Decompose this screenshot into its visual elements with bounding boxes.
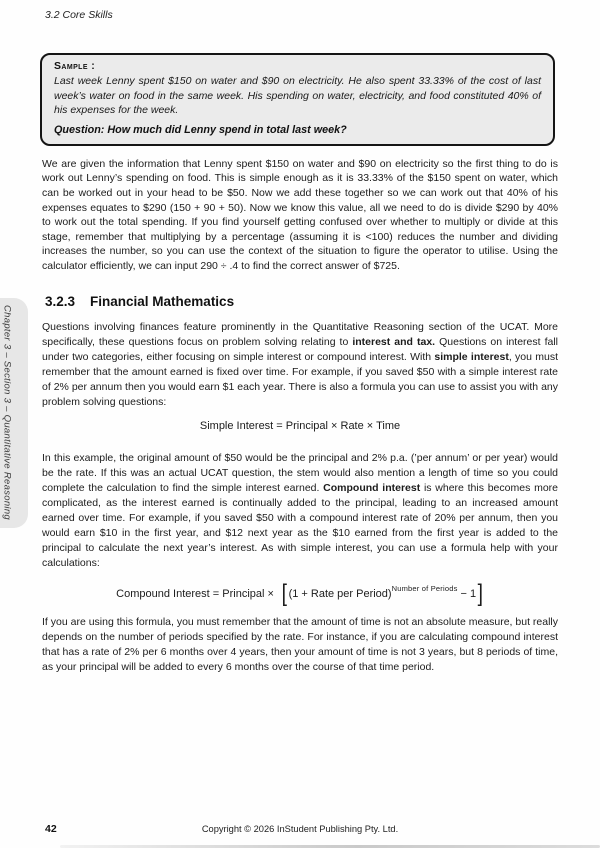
simple-interest-formula: Simple Interest = Principal × Rate × Time: [199, 419, 401, 432]
sample-question-box: [40, 53, 555, 146]
multiplication-sign: ×: [267, 587, 274, 600]
formula-lhs: Compound Interest = Principal: [116, 587, 265, 600]
compound-interest-formula: Compound Interest = Principal × [ (1 + Rate per Period)$^{Number of Periods}$ − 1]: [116, 579, 484, 607]
sample-label: Sample :: [54, 60, 96, 72]
formula-exponent: Number of Periods: [391, 583, 458, 593]
paragraph-text: is where this becomes more complicated, as the interest earned is continually added to the principal, leading to an increased amount earned over time. For example, if you saved $50 with a compound interest rate of 20% per annum, then you would earn $10 in the first year, and $12 next year as the $10 earned from the first year is added to the principal to calculate the next year’s interest. As with simple interest, you can use a formula help with your calculations:: [42, 481, 558, 569]
compound-interest-paragraph: [42, 451, 558, 571]
section-title: Financial Mathematics: [90, 293, 235, 309]
formula-base: (1 + Rate per Period): [288, 587, 392, 600]
paragraph-text: Questions involving finances feature prominently in the Quantitative Reasoning section of the UCAT. More specifically, these questions focus on problem solving relating to: [42, 320, 558, 348]
section-heading: [45, 294, 558, 309]
page-number: 42: [45, 823, 57, 835]
running-header: 3.2 Core Skills: [45, 9, 113, 21]
chapter-side-tab: [0, 298, 28, 528]
copyright-text: Copyright © 2026 InStudent Publishing Pty. Ltd.: [201, 824, 399, 834]
chapter-side-tab-label: Chapter 3 – Section 3 – Quantitative Reasoning: [1, 305, 13, 521]
explanation-paragraph: We are given the information that Lenny spent $150 on water and $90 on electricity so the first thing to do is work out Lenny’s spending on food. This is simple enough as it is 33.33% of the $150 spent on water, which can be worked out in your head to be $50. Now we add these together so we can work out that 40% of his expenses equates to $290 (150 + 90 + 50). Now we know this value, all we need to do is divide $290 by 40% to work out the total spending. If you find yourself getting confused over whether to multiply or divide at this stage, remember that multiplying by a percentage (assuming it is <100) reduces the number and dividing increases the number, so you can use the context of the situation to figure the operator to utilise. Using the calculator efficiently, we can input 290 ÷ .4 to find the correct answer of $725.: [42, 157, 558, 272]
formula-tail: − 1: [460, 587, 477, 600]
page-footer: [0, 823, 600, 839]
paragraph-text: In this example, the original amount of $50 would be the principal and 2% p.a. (’per annum’ or per year) would be the rate. If this was an actual UCAT question, the stem would also mention a length of time so you could complete the calculation to find the simple interest earned.: [42, 451, 558, 494]
sample-question-text: Question: How much did Lenny spend in total last week?: [54, 123, 347, 136]
section-number: 3.2.3: [45, 293, 76, 309]
periods-note-paragraph: If you are using this formula, you must remember that the amount of time is not an absolute measure, but really depends on the number of periods specified by the rate. For instance, if you are calculating compound interest that has a rate of 2% per 6 months over 4 years, then your amount of time is not 3 years, but 8 periods of time, as your principal will be added to every 6 months over the course of that time period.: [42, 615, 558, 673]
bold-term-simple-interest: simple interest: [434, 350, 509, 363]
paragraph-text: Questions on interest fall under two categories, either focusing on simple interest or compound interest. With: [42, 335, 558, 363]
interest-intro-paragraph: [42, 320, 558, 410]
bold-term-interest-and-tax: interest and tax.: [352, 335, 436, 348]
paragraph-text: , you must remember that the amount earned is fixed over time. For example, if you saved $50 with a simple interest rate of 2% per annum then you would earn $1 each year. There is also a formula you can use to assist you with any problem solving questions:: [42, 350, 558, 408]
bold-term-compound-interest: Compound interest: [323, 481, 421, 494]
sample-body-text: Last week Lenny spent $150 on water and $90 on electricity. He also spent 33.33% of the cost of last week’s water on food in the same week. His spending on water, electricity, and food constituted 40% of his expenses for the week.: [54, 75, 541, 117]
